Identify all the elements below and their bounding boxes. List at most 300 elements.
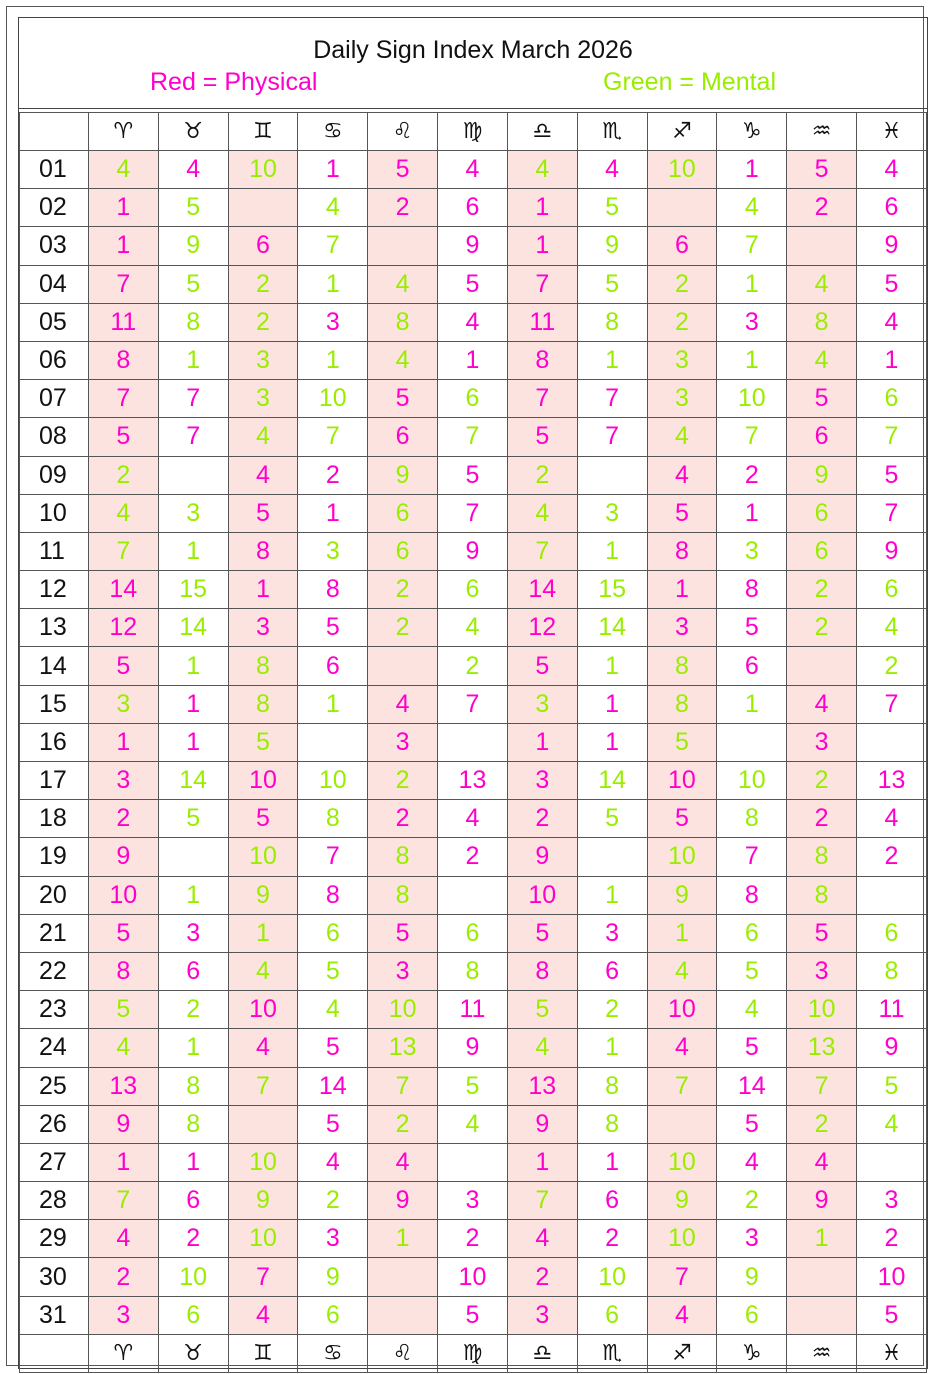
index-cell <box>647 914 717 952</box>
index-cell <box>228 723 298 761</box>
physical-value: 6 <box>325 651 340 680</box>
physical-value: 9 <box>465 1033 480 1062</box>
index-cell <box>298 952 368 990</box>
physical-value: 1 <box>116 727 131 756</box>
index-cell <box>647 418 717 456</box>
index-cell <box>717 456 787 494</box>
physical-value: 1 <box>116 231 131 260</box>
mental-value: 9 <box>395 460 410 489</box>
index-cell <box>298 1105 368 1143</box>
physical-value: 11 <box>878 995 905 1024</box>
physical-value: 14 <box>318 1071 347 1100</box>
mental-value: 2 <box>674 269 689 298</box>
index-cell <box>298 991 368 1029</box>
physical-value: 1 <box>744 498 759 527</box>
mental-value: 7 <box>395 1071 410 1100</box>
index-cell <box>368 952 438 990</box>
mental-value: 2 <box>465 651 480 680</box>
physical-value: 1 <box>535 727 550 756</box>
mental-value: 8 <box>395 842 410 871</box>
index-cell <box>647 456 717 494</box>
index-cell <box>298 151 368 189</box>
mental-value: 10 <box>807 995 836 1024</box>
physical-value: 2 <box>814 193 829 222</box>
index-cell <box>717 1296 787 1334</box>
index-cell <box>577 1258 647 1296</box>
mental-value: 8 <box>814 842 829 871</box>
physical-value: 8 <box>744 880 759 909</box>
index-cell <box>577 571 647 609</box>
index-cell <box>368 1029 438 1067</box>
index-cell <box>298 532 368 570</box>
index-cell <box>507 418 577 456</box>
index-cell <box>158 341 228 379</box>
index-cell <box>88 800 158 838</box>
index-cell <box>647 1258 717 1296</box>
index-cell <box>507 303 577 341</box>
index-cell <box>717 189 787 227</box>
index-cell <box>857 1105 927 1143</box>
index-cell <box>438 380 508 418</box>
index-cell <box>717 762 787 800</box>
sign-symbol: ♏ <box>577 1334 647 1372</box>
physical-value: 4 <box>674 1033 689 1062</box>
index-cell <box>158 685 228 723</box>
physical-value: 4 <box>605 155 620 184</box>
mental-value: 2 <box>186 995 201 1024</box>
index-cell <box>717 800 787 838</box>
physical-value: 4 <box>395 1147 410 1176</box>
index-cell <box>717 723 787 761</box>
physical-value: 5 <box>465 1300 480 1329</box>
index-cell <box>298 571 368 609</box>
physical-value: 6 <box>256 231 270 260</box>
mental-value: 9 <box>325 1262 340 1291</box>
day-row <box>20 1258 927 1296</box>
physical-value: 4 <box>884 155 899 184</box>
day-label: 24 <box>20 1029 89 1067</box>
index-cell <box>228 341 298 379</box>
index-cell <box>507 838 577 876</box>
index-cell <box>298 1182 368 1220</box>
physical-value: 7 <box>256 1262 270 1291</box>
day-row <box>20 1220 927 1258</box>
index-cell <box>507 380 577 418</box>
physical-value: 1 <box>535 1147 550 1176</box>
physical-value: 5 <box>325 613 340 642</box>
index-cell <box>368 1258 438 1296</box>
physical-value: 1 <box>535 193 550 222</box>
day-label: 03 <box>20 227 89 265</box>
mental-value: 8 <box>186 1071 201 1100</box>
physical-value: 1 <box>605 727 620 756</box>
physical-value: 10 <box>458 1262 487 1291</box>
index-cell <box>787 456 857 494</box>
physical-value: 4 <box>256 1300 270 1329</box>
index-cell <box>368 151 438 189</box>
day-label: 01 <box>20 151 89 189</box>
day-label: 12 <box>20 571 89 609</box>
mental-value: 7 <box>814 1071 829 1100</box>
physical-value: 4 <box>186 155 201 184</box>
index-cell <box>717 380 787 418</box>
index-cell <box>368 571 438 609</box>
index-cell <box>717 952 787 990</box>
day-row <box>20 685 927 723</box>
physical-value: 13 <box>528 1071 557 1100</box>
mental-value: 14 <box>598 766 627 795</box>
sign-symbol: ♊ <box>228 1334 298 1372</box>
day-row <box>20 1105 927 1143</box>
index-cell <box>507 494 577 532</box>
physical-value: 2 <box>814 804 829 833</box>
index-cell <box>717 1143 787 1181</box>
index-cell <box>717 418 787 456</box>
mental-value: 7 <box>465 422 480 451</box>
index-cell <box>298 418 368 456</box>
index-cell <box>787 1105 857 1143</box>
physical-value: 2 <box>605 1224 620 1253</box>
index-cell <box>787 189 857 227</box>
index-cell <box>507 151 577 189</box>
index-cell <box>158 647 228 685</box>
index-cell <box>88 762 158 800</box>
mental-value: 5 <box>116 995 131 1024</box>
mental-value: 6 <box>814 498 829 527</box>
mental-value: 2 <box>256 307 270 336</box>
index-cell <box>298 494 368 532</box>
day-row <box>20 762 927 800</box>
mental-value: 6 <box>465 384 480 413</box>
sign-symbol: ♍ <box>438 113 508 151</box>
mental-value: 10 <box>318 766 347 795</box>
mental-value: 1 <box>814 1224 829 1253</box>
index-cell <box>577 838 647 876</box>
mental-value: 6 <box>744 1300 759 1329</box>
physical-value: 9 <box>116 842 131 871</box>
index-cell <box>787 1296 857 1334</box>
day-row <box>20 571 927 609</box>
physical-value: 5 <box>395 155 410 184</box>
index-cell <box>228 1182 298 1220</box>
mental-value: 6 <box>814 536 829 565</box>
mental-value: 1 <box>744 269 759 298</box>
day-label: 21 <box>20 914 89 952</box>
index-cell <box>507 1220 577 1258</box>
physical-value: 7 <box>674 1262 689 1291</box>
sign-symbol: ♌ <box>368 1334 438 1372</box>
mental-value: 7 <box>744 231 759 260</box>
index-cell <box>717 1182 787 1220</box>
day-row <box>20 952 927 990</box>
day-label: 10 <box>20 494 89 532</box>
physical-value: 3 <box>465 1186 480 1215</box>
physical-value: 4 <box>814 689 829 718</box>
index-cell <box>507 685 577 723</box>
index-cell <box>158 456 228 494</box>
physical-value: 5 <box>814 155 829 184</box>
index-cell <box>368 914 438 952</box>
index-cell <box>158 303 228 341</box>
physical-value: 5 <box>744 1033 759 1062</box>
physical-value: 10 <box>528 880 557 909</box>
index-cell <box>298 647 368 685</box>
index-cell <box>577 1296 647 1334</box>
index-cell <box>787 1182 857 1220</box>
index-cell <box>577 1220 647 1258</box>
physical-value: 3 <box>535 766 550 795</box>
mental-value: 1 <box>186 346 201 375</box>
legend-physical: Red = Physical <box>150 68 318 96</box>
index-cell <box>298 1143 368 1181</box>
mental-value: 8 <box>674 651 689 680</box>
physical-value: 12 <box>528 613 557 642</box>
mental-value: 6 <box>465 918 480 947</box>
index-cell <box>647 838 717 876</box>
physical-value: 5 <box>744 1109 759 1138</box>
physical-value: 7 <box>325 842 340 871</box>
index-cell <box>298 800 368 838</box>
index-cell <box>647 609 717 647</box>
mental-value: 8 <box>395 880 410 909</box>
day-row <box>20 1296 927 1334</box>
mental-value: 10 <box>388 995 417 1024</box>
day-row <box>20 723 927 761</box>
index-cell <box>158 876 228 914</box>
mental-value: 10 <box>668 1224 696 1253</box>
physical-value: 9 <box>884 1033 899 1062</box>
index-cell <box>857 914 927 952</box>
index-cell <box>577 800 647 838</box>
index-cell <box>857 1182 927 1220</box>
index-cell <box>647 762 717 800</box>
index-cell <box>507 1182 577 1220</box>
index-cell <box>368 685 438 723</box>
index-cell <box>577 647 647 685</box>
day-label: 16 <box>20 723 89 761</box>
mental-value: 1 <box>186 880 201 909</box>
index-cell <box>368 723 438 761</box>
mental-value: 5 <box>605 193 620 222</box>
index-cell <box>368 1105 438 1143</box>
physical-value: 2 <box>744 460 759 489</box>
mental-value: 1 <box>256 918 270 947</box>
physical-value: 13 <box>877 766 906 795</box>
mental-value: 8 <box>465 957 480 986</box>
index-cell <box>438 303 508 341</box>
physical-value: 4 <box>325 1147 340 1176</box>
physical-value: 5 <box>744 613 759 642</box>
mental-value: 2 <box>744 1186 759 1215</box>
index-cell <box>787 723 857 761</box>
day-label: 26 <box>20 1105 89 1143</box>
mental-value: 7 <box>116 536 131 565</box>
mental-value: 2 <box>395 1109 410 1138</box>
index-cell <box>787 1220 857 1258</box>
index-cell <box>717 341 787 379</box>
physical-value: 3 <box>395 727 410 756</box>
index-cell <box>438 647 508 685</box>
index-cell <box>857 1143 927 1181</box>
physical-value: 10 <box>877 1262 906 1291</box>
index-cell <box>647 341 717 379</box>
day-row <box>20 303 927 341</box>
index-cell <box>228 838 298 876</box>
index-cell <box>298 189 368 227</box>
index-cell <box>577 380 647 418</box>
physical-value: 1 <box>325 155 340 184</box>
mental-value: 8 <box>325 804 340 833</box>
index-cell <box>647 494 717 532</box>
index-cell <box>438 952 508 990</box>
day-label: 08 <box>20 418 89 456</box>
index-cell <box>228 1067 298 1105</box>
index-cell <box>577 189 647 227</box>
index-cell <box>647 151 717 189</box>
day-label: 13 <box>20 609 89 647</box>
index-cell <box>857 723 927 761</box>
index-cell <box>857 952 927 990</box>
index-cell <box>88 380 158 418</box>
physical-value: 3 <box>325 1224 340 1253</box>
index-cell <box>158 609 228 647</box>
index-cell <box>298 1067 368 1105</box>
mental-value: 1 <box>605 346 620 375</box>
day-label: 14 <box>20 647 89 685</box>
index-cell <box>158 1258 228 1296</box>
physical-value: 12 <box>109 613 138 642</box>
index-cell <box>857 418 927 456</box>
physical-value: 1 <box>186 689 201 718</box>
index-cell <box>647 1067 717 1105</box>
mental-value: 3 <box>186 498 201 527</box>
sign-header-row <box>20 113 927 151</box>
index-cell <box>857 991 927 1029</box>
index-cell <box>88 723 158 761</box>
sign-symbol: ♉ <box>158 1334 228 1372</box>
index-cell <box>438 685 508 723</box>
physical-value: 13 <box>458 766 487 795</box>
index-cell <box>158 151 228 189</box>
mental-value: 1 <box>744 346 759 375</box>
index-cell <box>158 723 228 761</box>
physical-value: 2 <box>535 804 550 833</box>
index-cell <box>857 647 927 685</box>
sign-symbol: ♐ <box>647 113 717 151</box>
index-cell <box>717 1029 787 1067</box>
index-cell <box>88 456 158 494</box>
index-cell <box>577 418 647 456</box>
physical-value: 3 <box>256 613 270 642</box>
physical-value: 14 <box>109 575 138 604</box>
mental-value: 4 <box>535 155 550 184</box>
day-row <box>20 418 927 456</box>
index-cell <box>647 1182 717 1220</box>
index-cell <box>577 341 647 379</box>
index-cell <box>228 532 298 570</box>
mental-value: 2 <box>884 651 899 680</box>
physical-value: 9 <box>116 1109 131 1138</box>
day-label: 06 <box>20 341 89 379</box>
physical-value: 1 <box>674 575 689 604</box>
physical-value: 3 <box>674 613 689 642</box>
index-cell <box>228 265 298 303</box>
day-row <box>20 265 927 303</box>
mental-value: 5 <box>186 269 201 298</box>
index-cell <box>787 227 857 265</box>
index-cell <box>857 265 927 303</box>
index-cell <box>438 914 508 952</box>
index-cell <box>717 609 787 647</box>
mental-value: 1 <box>605 651 620 680</box>
day-row <box>20 838 927 876</box>
physical-value: 6 <box>605 1186 620 1215</box>
mental-value: 4 <box>116 155 131 184</box>
physical-value: 5 <box>116 651 131 680</box>
mental-value: 4 <box>465 1109 480 1138</box>
index-cell <box>88 838 158 876</box>
index-cell <box>228 762 298 800</box>
physical-value: 6 <box>465 193 480 222</box>
mental-value: 8 <box>814 880 829 909</box>
index-cell <box>228 876 298 914</box>
index-cell <box>647 265 717 303</box>
mental-value: 7 <box>744 422 759 451</box>
physical-value: 6 <box>605 957 620 986</box>
index-card <box>18 17 928 1369</box>
index-cell <box>857 762 927 800</box>
mental-value: 3 <box>605 498 620 527</box>
sign-index-table <box>19 112 927 1373</box>
index-cell <box>228 647 298 685</box>
index-cell <box>857 380 927 418</box>
index-cell <box>228 494 298 532</box>
physical-value: 11 <box>459 995 486 1024</box>
sign-symbol: ♋ <box>298 113 368 151</box>
physical-value: 7 <box>186 422 201 451</box>
index-cell <box>787 800 857 838</box>
mental-value: 9 <box>744 1262 759 1291</box>
mental-value: 8 <box>605 1109 620 1138</box>
index-cell <box>647 952 717 990</box>
index-cell <box>158 1220 228 1258</box>
index-cell <box>158 380 228 418</box>
index-cell <box>368 227 438 265</box>
physical-value: 7 <box>535 269 550 298</box>
physical-value: 6 <box>395 422 410 451</box>
physical-value: 8 <box>256 536 270 565</box>
physical-value: 4 <box>256 1033 270 1062</box>
index-cell <box>717 303 787 341</box>
index-cell <box>787 532 857 570</box>
index-cell <box>368 1296 438 1334</box>
mental-value: 3 <box>535 689 550 718</box>
physical-value: 5 <box>884 460 899 489</box>
physical-value: 4 <box>674 1300 689 1329</box>
index-cell <box>438 1258 508 1296</box>
index-cell <box>158 800 228 838</box>
mental-value: 4 <box>116 1033 131 1062</box>
physical-value: 1 <box>186 727 201 756</box>
index-cell <box>647 1143 717 1181</box>
day-label: 25 <box>20 1067 89 1105</box>
index-cell <box>228 456 298 494</box>
mental-value: 5 <box>884 1071 899 1100</box>
index-cell <box>647 800 717 838</box>
index-cell <box>507 1258 577 1296</box>
index-cell <box>158 762 228 800</box>
physical-value: 4 <box>116 1224 131 1253</box>
